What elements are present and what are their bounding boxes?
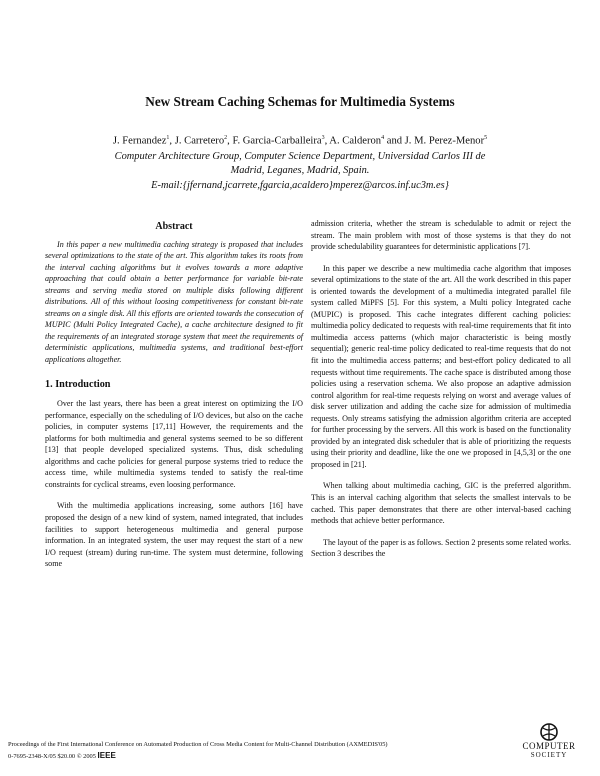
author-1-affil: 1 <box>166 135 170 141</box>
footer-proceedings: Proceedings of the First International Conference on Automated Production of Cross Media Content for Multi-Channel Distribution (AXMEDIS'05) <box>8 741 388 748</box>
author-5: and J. M. Perez-Menor <box>384 135 485 147</box>
footer-isbn: 0-7695-2348-X/05 $20.00 © 2005 <box>8 752 96 760</box>
author-4: , A. Calderon <box>324 135 382 147</box>
abstract-heading: Abstract <box>155 221 193 232</box>
computer-society-logo <box>514 722 584 759</box>
affiliation-line-2: Madrid, Leganes, Madrid, Spain. <box>230 165 370 177</box>
right-paragraph-1: admission criteria, whether the stream is schedulable to admit or reject the stream. The main problem with most of those systems is that they do not provide schedulability guarantees for deterministic applications [7]. <box>311 219 571 252</box>
affiliation-block <box>60 150 540 193</box>
page-footer <box>8 740 508 762</box>
author-3-affil: 3 <box>321 135 325 141</box>
author-2: , J. Carretero <box>169 135 225 147</box>
footer-isbn-line <box>8 751 508 763</box>
computer-society-emblem-icon <box>538 722 560 742</box>
logo-line-1: COMPUTER <box>522 741 576 751</box>
left-column <box>45 218 303 580</box>
paper-title: New Stream Caching Schemas for Multimedia Systems <box>145 94 455 109</box>
author-list <box>0 135 600 147</box>
right-column <box>311 218 571 570</box>
abstract-text: In this paper a new multimedia caching strategy is proposed that includes several optimizations to the state of the art. This algorithm takes its roots from the interval caching algorithms but it evolves towards a more adaptive approaching that could obtain a better performance for variable bit-rate streams and serving media stored on multiple disks following different distributions. All of this without loosing competitiveness for constant bit-rate streams on a single disk. All this efforts are oriented towards the consecution of MUPIC (Multi Policy Integrated Cache), a cache architecture designed to fit the requirements of an integrated storage system that meet the requirements of deterministic applications, multimedia systems, and traditional best-effort applications altogether. <box>45 239 303 365</box>
intro-paragraph-1: Over the last years, there has been a great interest on optimizing the I/O performance, especially on the scheduling of I/O devices, but also on the cache policies, in computer systems [17,11] However, the requirements and the platforms for both multimedia and general systems seemed to be so different [13] that people developed specialized systems. Thus, disk scheduling algorithms and cache policies for general purpose systems tried to reduce the access time, while multimedia systems tended to satisfy the real-time constraints for cyclical streams, even loosing performance. <box>45 399 303 489</box>
author-5-affil: 5 <box>484 135 488 141</box>
right-paragraph-2: In this paper we describe a new multimedia cache algorithm that imposes several optimizations to the state of the art. All the work described in this paper is oriented towards the development of a multimedia integrated parallel file system called MiPFS [5]. For this system, a Multi policy Integrated cache (MUPIC) is proposed. This cache integrates different caching policies: multimedia policy dedicated to requests with real-time requirements that fit into multimedia access patterns (which major characteristic is being mostly sequential); generic real-time policy dedicated to real-time requests that do not fit into the multimedia access patterns; and best-effort policy dedicated to all requests without time requirements. The cache space is distributed among those policies using a reservation schema. We also propose an adaptive admission control algorithm for real-time requests relying on worst and average values of disk server utilization and adding the cache size for admission of multimedia requests. Only streams satisfying the admission algorithm criteria are accepted for further processing by the servers. All this work is based on the functionality provided by an integrated disk scheduler that is able of prioritizing the requests using their priority and deadline, like the one we proposed in [4,5,3] or the one proposed in [21]. <box>311 263 571 469</box>
intro-paragraph-2: With the multimedia applications increasing, some authors [16] have proposed the design of a new kind of system, named integrated, that includes facilities to support heterogeneous multimedia and general purpose information. In an integrated system, the user may request the start of a new I/O request (stream) during run-time. The system must determine, following some <box>45 501 303 569</box>
affiliation-email: E-mail:{jfernand,jcarrete,fgarcia,acaldero}mperez@arcos.inf.uc3m.es} <box>151 179 449 191</box>
right-paragraph-3: When talking about multimedia caching, GIC is the preferred algorithm. This is an interval caching algorithm that selects the smallest intervals to be cached. This paper demonstrates that there are other interval-based caching methods that achieve better performance. <box>311 481 571 526</box>
logo-line-2: SOCIETY <box>530 751 568 759</box>
author-3: , F. Garcia-Carballeira <box>227 135 322 147</box>
right-paragraph-4: The layout of the paper is as follows. Section 2 presents some related works. Section 3 describes the <box>311 537 571 559</box>
ieee-label: IEEE <box>97 750 116 760</box>
introduction-heading: 1. Introduction <box>45 378 111 390</box>
author-2-affil: 2 <box>224 135 228 141</box>
author-1: J. Fernandez <box>112 135 167 147</box>
affiliation-line-1: Computer Architecture Group, Computer Science Department, Universidad Carlos III de <box>114 151 486 162</box>
author-4-affil: 4 <box>381 135 385 141</box>
